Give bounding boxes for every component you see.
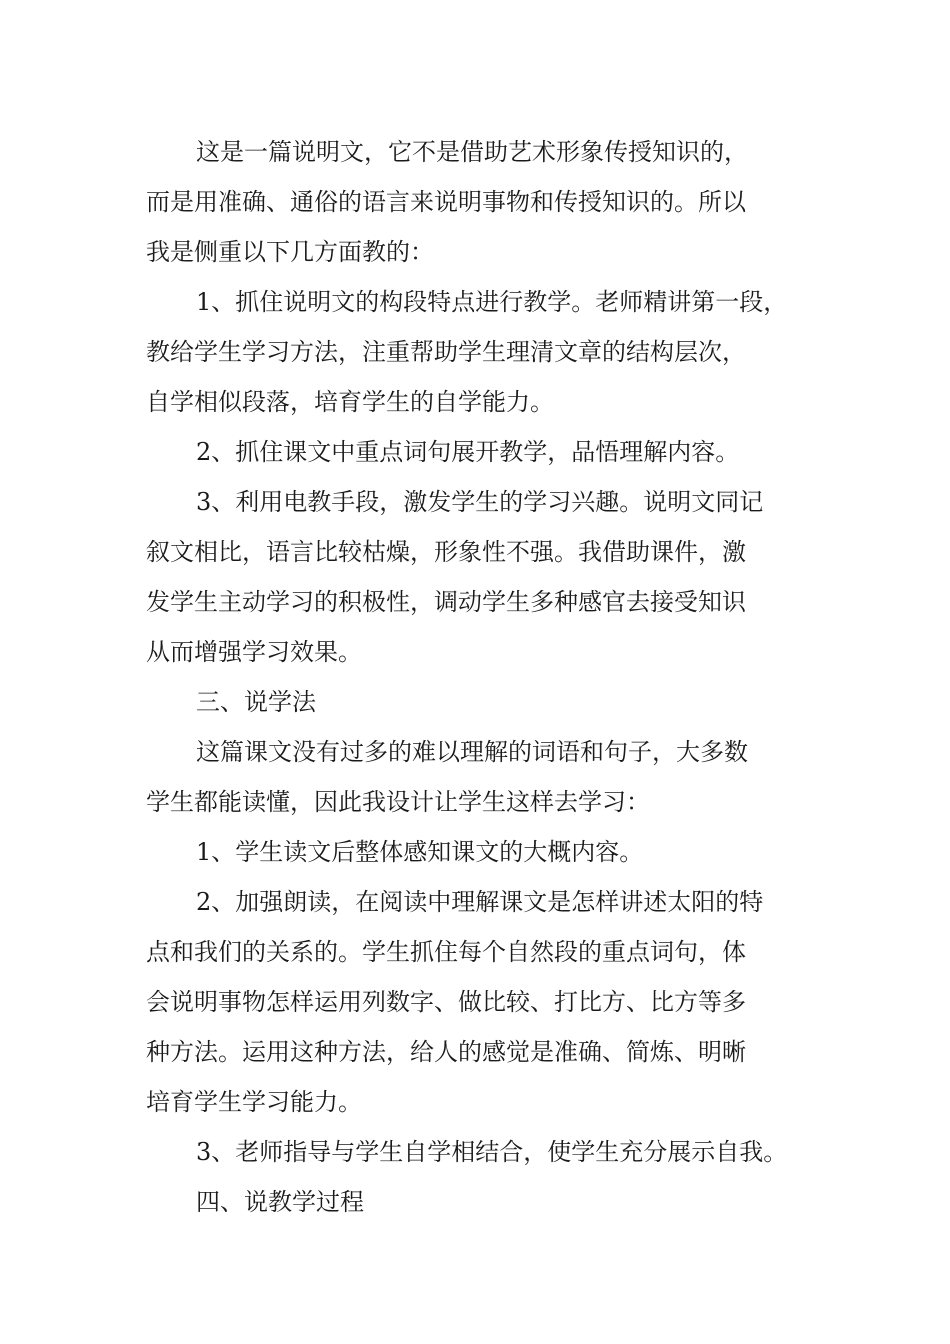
text-line: 自学相似段落，培育学生的自学能力。 <box>146 388 554 416</box>
text-line: 培育学生学习能力。 <box>146 1088 362 1116</box>
text-line: 2、加强朗读，在阅读中理解课文是怎样讲述太阳的特 <box>196 888 764 916</box>
text-line: 教给学生学习方法，注重帮助学生理清文章的结构层次， <box>146 338 746 366</box>
text-line: 1、学生读文后整体感知课文的大概内容。 <box>196 838 644 866</box>
text-line: 而是用准确、通俗的语言来说明事物和传授知识的。所以 <box>146 188 746 216</box>
text-line: 会说明事物怎样运用列数字、做比较、打比方、比方等多 <box>146 988 746 1016</box>
text-line: 3、老师指导与学生自学相结合，使学生充分展示自我。 <box>196 1138 788 1166</box>
text-line: 发学生主动学习的积极性，调动学生多种感官去接受知识 <box>146 588 746 616</box>
text-line: 叙文相比，语言比较枯燥，形象性不强。我借助课件，激 <box>146 538 746 566</box>
text-line: 从而增强学习效果。 <box>146 638 362 666</box>
text-line: 这是一篇说明文，它不是借助艺术形象传授知识的， <box>196 138 748 166</box>
text-line: 我是侧重以下几方面教的： <box>146 238 434 266</box>
text-line: 1、抓住说明文的构段特点进行教学。老师精讲第一段， <box>196 288 788 316</box>
document-body <box>146 127 818 1227</box>
text-line: 点和我们的关系的。学生抓住每个自然段的重点词句，体 <box>146 938 746 966</box>
text-line: 3、利用电教手段，激发学生的学习兴趣。说明文同记 <box>196 488 764 516</box>
text-line: 这篇课文没有过多的难以理解的词语和句子，大多数 <box>196 738 748 766</box>
section-heading: 三、说学法 <box>196 688 316 716</box>
text-line: 种方法。运用这种方法，给人的感觉是准确、简炼、明晰 <box>146 1038 746 1066</box>
text-line: 2、抓住课文中重点词句展开教学，品悟理解内容。 <box>196 438 740 466</box>
section-heading: 四、说教学过程 <box>196 1188 364 1216</box>
text-line: 学生都能读懂，因此我设计让学生这样去学习： <box>146 788 650 816</box>
